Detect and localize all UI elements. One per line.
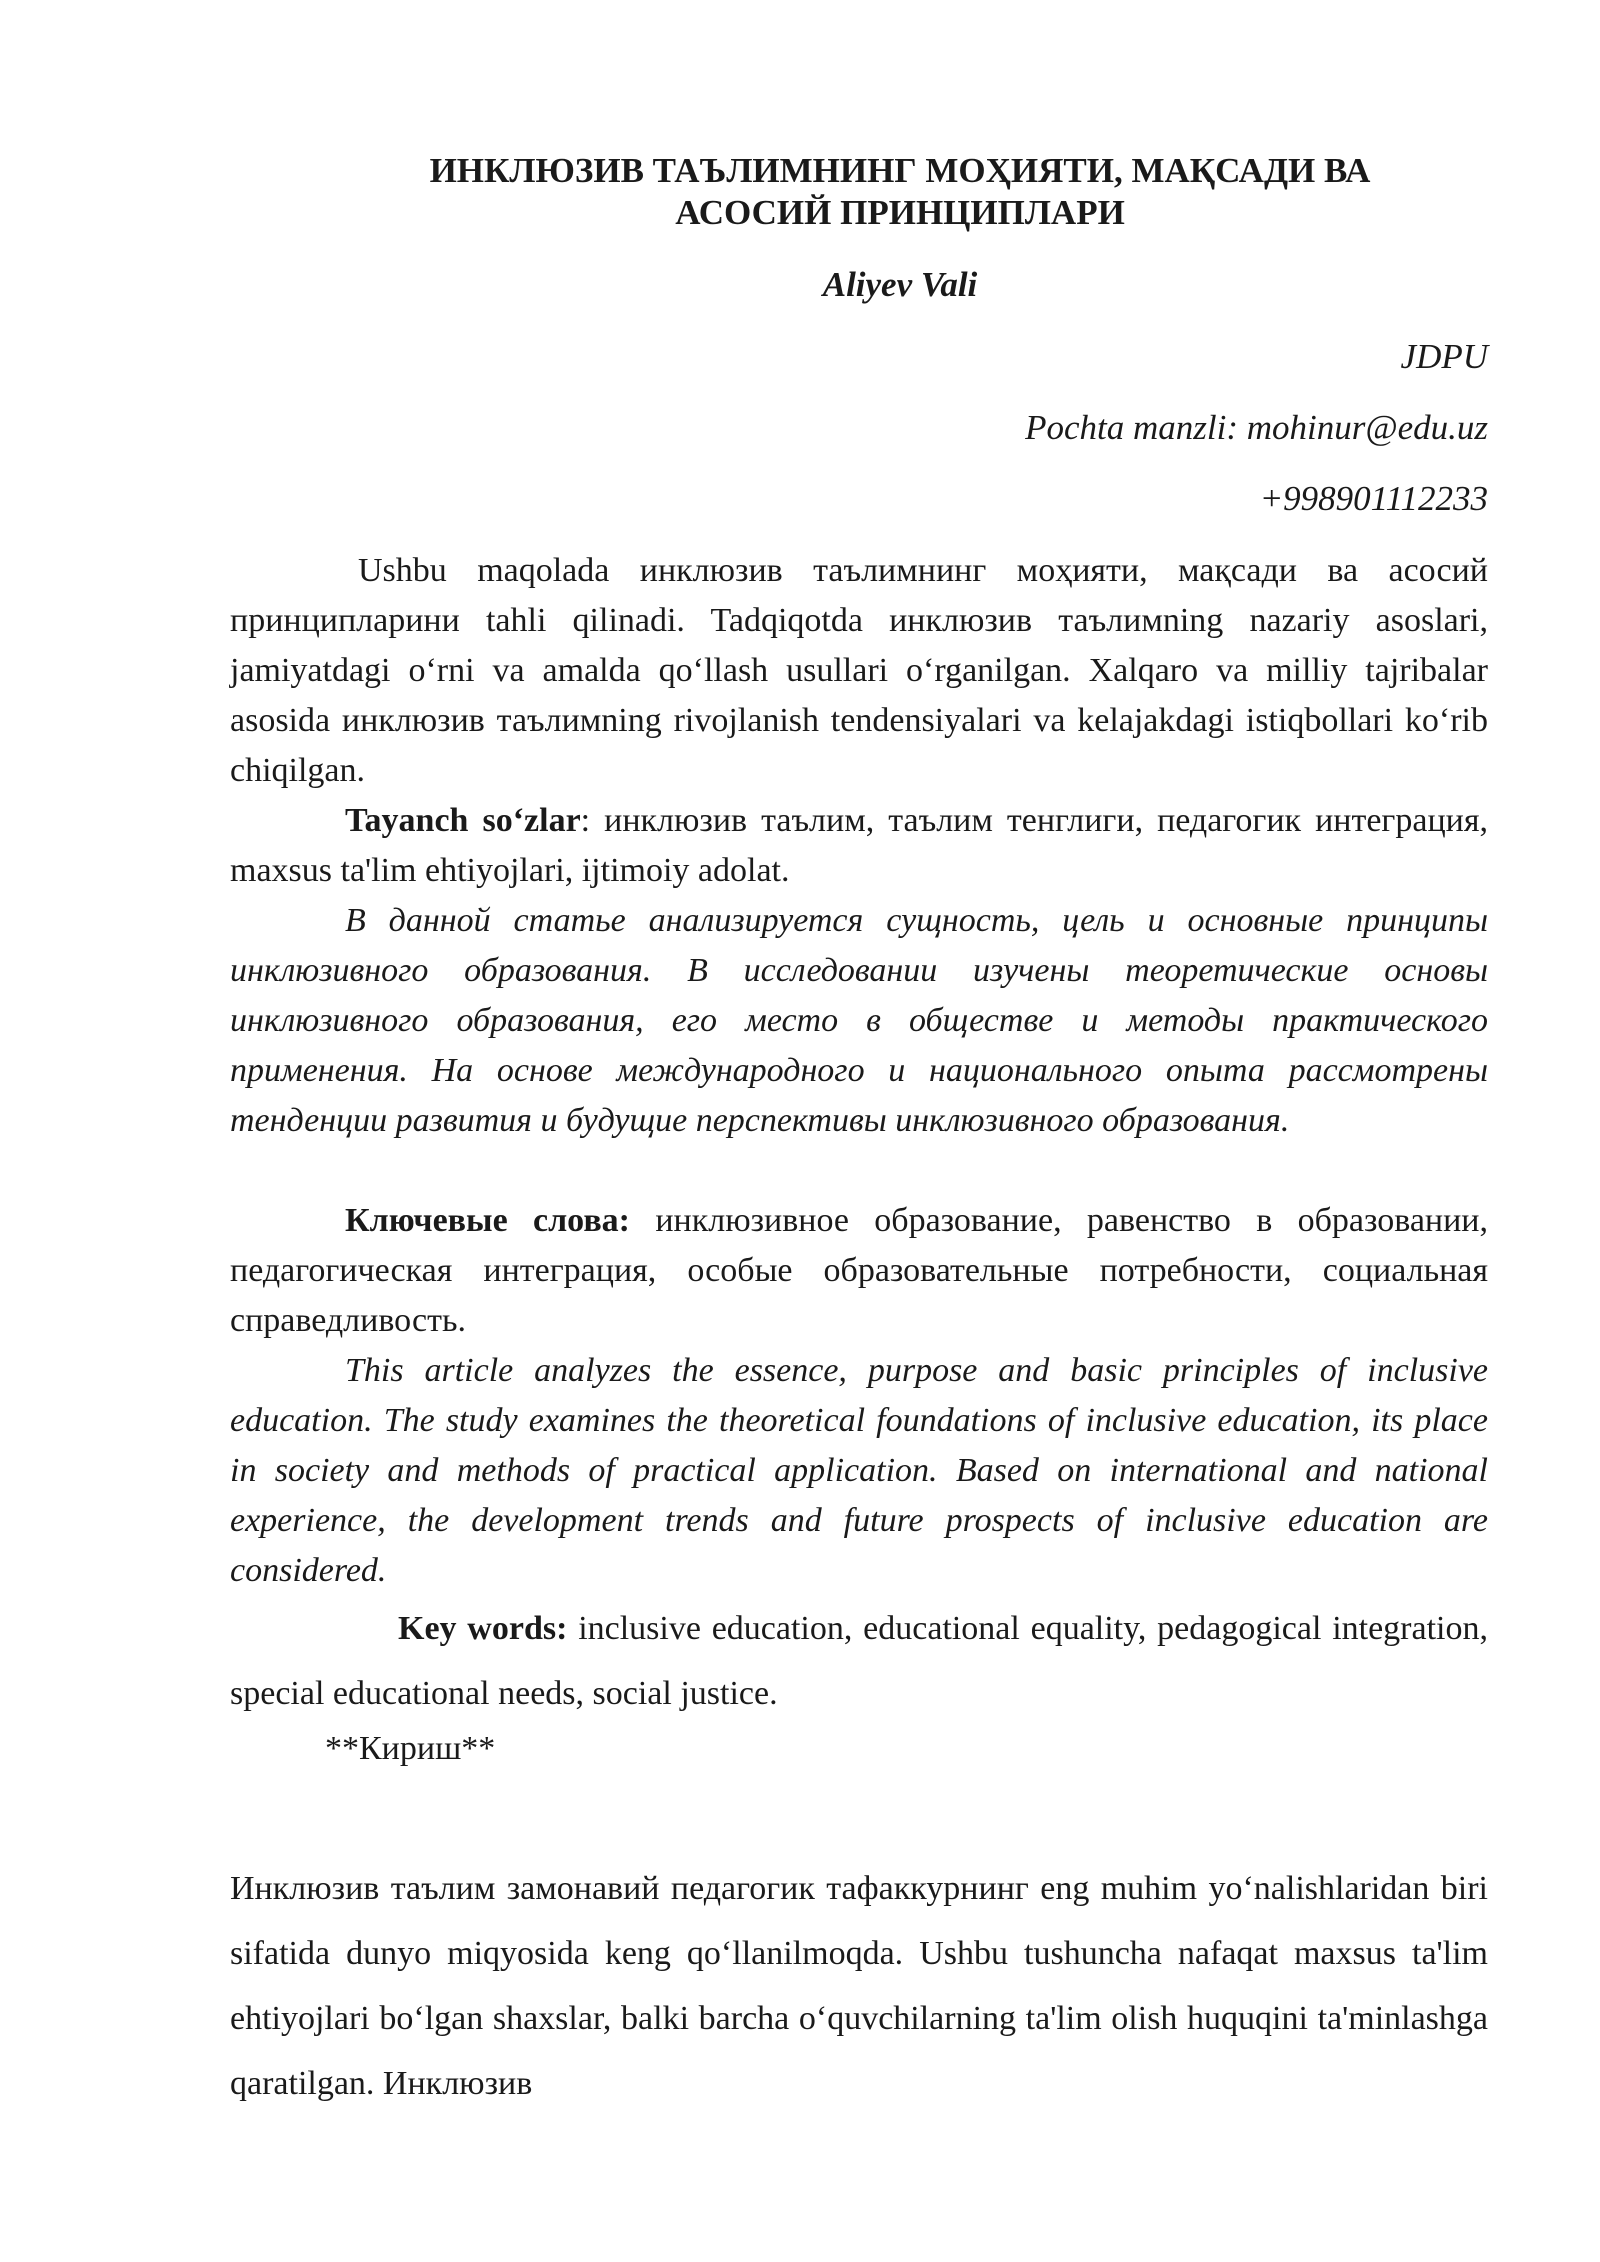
keywords-english	[230, 1596, 1488, 1726]
keywords-russian	[230, 1196, 1488, 1346]
section-heading-introduction: **Кириш**	[325, 1730, 496, 1767]
keywords-uzbek	[230, 796, 1488, 896]
affiliation-email: Pochta manzli: mohinur@edu.uz	[1025, 408, 1488, 447]
paper-title-line-1: ИНКЛЮЗИВ ТАЪЛИМНИНГ МОҲИЯТИ, МАҚСАДИ ВА	[429, 151, 1371, 190]
keywords-english-label: Key words:	[398, 1610, 568, 1647]
keywords-english-text: inclusive education, educational equality, pedagogical integration, special educational needs, social justice.	[230, 1610, 1488, 1712]
keywords-uzbek-separator: :	[580, 802, 591, 839]
keywords-russian-text: инклюзивное образование, равенство в образовании, педагогическая интеграция, особые образовательные потребности, социальная справедливость.	[230, 1202, 1488, 1339]
affiliation-phone: +998901112233	[1259, 479, 1488, 518]
keywords-uzbek-label: Tayanch soʻzlar	[345, 802, 581, 839]
introduction-paragraph: Инклюзив таълим замонавий педагогик тафаккурнинг eng muhim yoʻnalishlaridan biri sifatida dunyo miqyosida keng qoʻllanilmoqda. Ushbu tushuncha nafaqat maxsus ta'lim ehtiyojlari boʻlgan shaxslar, balki barcha oʻquvchilarning ta'lim olish huquqini ta'minlashga qaratilgan. Инклюзив	[230, 1870, 1488, 2102]
abstract-uzbek: Ushbu maqolada инклюзив таълимнинг моҳияти, мақсади ва асосий принципларини tahli qilinadi. Tadqiqotda инклюзив таълимning nazariy asoslari, jamiyatdagi oʻrni va amalda qoʻllash usullari oʻrganilgan. Xalqaro va milliy tajribalar asosida инклюзив таълимning rivojlanish tendensiyalari va kelajakdagi istiqbollari koʻrib chiqilgan.	[230, 552, 1488, 789]
abstract-english: This article analyzes the essence, purpose and basic principles of inclusive education. The study examines the theoretical foundations of inclusive education, its place in society and methods of practical application. Based on international and national experience, the development trends and future prospects of inclusive education are considered.	[230, 1352, 1488, 1589]
paper-title-line-2: АСОСИЙ ПРИНЦИПЛАРИ	[675, 193, 1125, 232]
affiliation-org: JDPU	[1400, 337, 1488, 376]
paper-title	[300, 150, 1500, 234]
keywords-uzbek-text: инклюзив таълим, таълим тенглиги, педагогик интеграция, maxsus ta'lim ehtiyojlari, ijtimoiy adolat.	[230, 802, 1488, 889]
keywords-russian-label: Ключевые слова:	[345, 1202, 630, 1239]
author-name: Aliyev Vali	[822, 265, 978, 304]
abstract-russian: В данной статье анализируется сущность, цель и основные принципы инклюзивного образования. В исследовании изучены теоретические основы инклюзивного образования, его место в обществе и методы практического применения. На основе международного и национального опыта рассмотрены тенденции развития и будущие перспективы инклюзивного образования.	[230, 902, 1488, 1139]
